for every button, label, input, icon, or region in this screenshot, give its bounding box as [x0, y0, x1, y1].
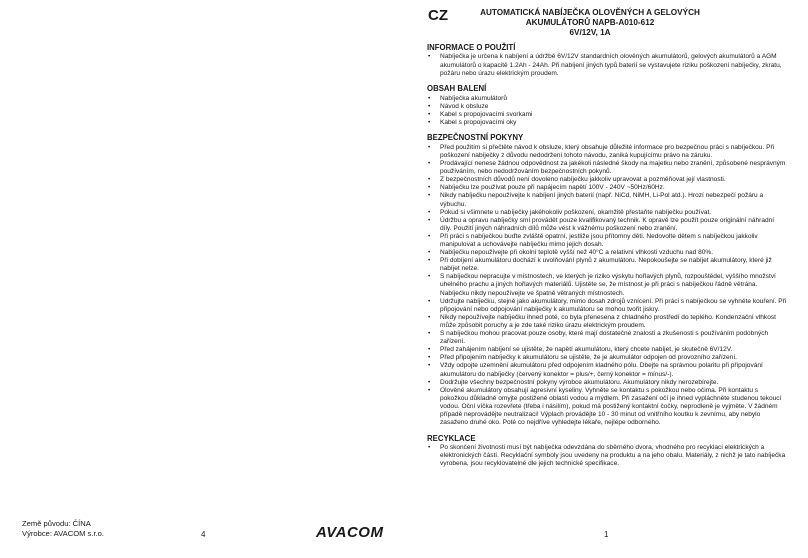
list-item: • Po skončení životnosti musí být nabíječka odevzdána do sběrného dvora, vhodného pro recyklaci elektrických a elektronických částí. Recyklační symboly jsou uvedeny na produktu a na jeho obalu. Materiály, z nichž je tato nabíječka vyrobena, jsou recyklovatelné dle jejich technické specifikace.: [427, 444, 787, 468]
section: [427, 133, 787, 427]
right-page: [404, 0, 808, 558]
section: [427, 434, 787, 469]
list-item: • Nikdy nabíječku nepoužívejte k nabíjení jiných baterií (např. NiCd, NiMH, Li-Pol atd.). Hrozí nebezpečí požáru a výbuchu.: [427, 192, 787, 208]
document-content: [427, 43, 787, 475]
list-item: • Prodávající nenese žádnou odpovědnost za jakékoli následné škody na majetku nebo zranění, způsobené nesprávným používáním, nebo nedodržováním bezpečnostních pokynů.: [427, 160, 787, 176]
avacom-logo: AVACOM: [316, 524, 384, 541]
bullet-list: [427, 95, 787, 127]
list-item: • Návod k obsluze: [427, 103, 787, 111]
list-item: • Nikdy nepoužívejte nabíječku ihned poté, co byla přenesena z chladného prostředí do teplého. Kondenzační vlhkost může způsobit poruchy a je zde také riziko úrazu elektrickým proudem.: [427, 314, 787, 330]
section-heading: INFORMACE O POUŽITÍ: [427, 43, 516, 52]
list-item: • Kabel s propojovacími oky: [427, 119, 787, 127]
list-item: • Z bezpečnostních důvodů není dovoleno nabíječku jakkoliv upravovat a pozměňovat její vlastnosti.: [427, 176, 787, 184]
bullet-list: [427, 53, 787, 77]
list-item: • Při práci s nabíječkou buďte zvláště opatrní, jestliže jsou přítomny děti. Nedovolte dětem s nabíječkou jakkoliv manipulovat a uchovávejte nabíječku mimo jejich dosah.: [427, 233, 787, 249]
list-item: • Při dobíjení akumulátoru dochází k uvolňování plynů z akumulátoru. Nepokoušejte se nabíjet akumulátory, které již nabíjet nelze.: [427, 257, 787, 273]
list-item: • Dodržujte všechny bezpečnostní pokyny výrobce akumulátoru. Akumulátory nikdy nerozebírejte.: [427, 379, 787, 387]
bullet-list: [427, 144, 787, 427]
list-item: • Údržbu a opravu nabíječky smí provádět pouze kvalifikovaný technik. K opravě lze použít pouze originální náhradní díly. Použití jiných náhradních dílů může vést k vážnému poškození nebo zranění.: [427, 217, 787, 233]
section-heading: RECYKLACE: [427, 433, 476, 443]
bullet-list: [427, 444, 787, 468]
list-item: • Udržujte nabíječku, stejně jako akumulátory, mimo dosah zdrojů vznícení. Při práci s nabíječkou se vyhněte kouření. Při připojování nebo odpojování nabíječky k akumulátoru se mohou tvořit jiskry.: [427, 298, 787, 314]
list-item: • S nabíječkou mohou pracovat pouze osoby, které mají dostatečné znalosti a zkušenosti s používáním podobných zařízení.: [427, 330, 787, 346]
list-item: • Nabíječku lze používat pouze při napájecím napětí 100V - 240V ~50Hz/60Hz.: [427, 184, 787, 192]
origin-info: [22, 519, 104, 538]
title-line-2: AKUMULÁTORŮ NAPB-A010-612: [525, 18, 655, 27]
list-item: • Nabíječka je určena k nabíjení a údržbě 6V/12V standardních olověných akumulátorů, gelových akumulátorů a AGM akumulátorů o kapacitě 1.2Ah - 24Ah. Při nabíjení jiných typů baterií se vystavujete riziku poškození nabíječky, zkratu, požáru nebo úrazu elektrickým proudem.: [427, 53, 787, 77]
list-item: • S nabíječkou nepracujte v místnostech, ve kterých je riziko výskytu hořlavých plynů, rozpouštědel, vyššího množství uhelného prachu a jiných hořlavých materiálů. Ujistěte se, že místnost je při práci s nabíječkou řádně větrána. Nabíječku nikdy nepoužívejte ve špatně větraných místnostech.: [427, 273, 787, 297]
list-item: • Před použitím si přečtěte návod k obsluze, který obsahuje důležité informace pro bezpečnou práci s nabíječkou. Při poškození nabíječky z důvodu nedodržení tohoto návodu, zaniká kupujícímu právo na záruku.: [427, 144, 787, 160]
page-number-left: 4: [201, 530, 206, 539]
title-line-1: AUTOMATICKÁ NABÍJEČKA OLOVĚNÝCH A GELOVÝCH: [480, 8, 700, 17]
list-item: • Olověné akumulátory obsahují agresivní kyseliny. Vyhněte se kontaktu s pokožkou nebo očima. Při kontaktu s pokožkou důkladně omyjte postižené oblasti vodou a mýdlem. Při zasažení očí je ihned vypláchněte studenou tekoucí vodou. Oční víčka rozevřete (třeba i násilím), pokud má postižený kontaktní čočky, neprodleně je vyjměte. V žádném případě neprovádějte neutralizaci! Výplach provádějte 10 - 30 minut od vnitřního koutku k zevnímu, aby nebylo zasaženo druhé oko. Poté co nejdříve vyhledejte lékaře, nejlépe odborného.: [427, 387, 787, 427]
title-line-3: 6V/12V, 1A: [569, 28, 611, 37]
origin-country: Země původu: ČÍNA: [22, 519, 91, 528]
list-item: • Pokud si všimnete u nabíječky jakéhokoliv poškození, okamžitě přestaňte nabíječku používat.: [427, 209, 787, 217]
section: [427, 43, 787, 78]
section: [427, 84, 787, 127]
section-heading: BEZPEČNOSTNÍ POKYNY: [427, 133, 524, 143]
list-item: • Před zahájením nabíjení se ujistěte, že napětí akumulátoru, který chcete nabíjet, je skutečně 6V/12V.: [427, 346, 787, 354]
list-item: • Kabel s propojovacími svorkami: [427, 111, 787, 119]
list-item: • Vždy odpojte uzemnění akumulátoru před odpojením kladného pólu. Dbejte na správnou polaritu při připojování akumulátoru do nabíječky (červený konektor = plus/+, černý konektor = mínus/-).: [427, 362, 787, 378]
manufacturer: Výrobce: AVACOM s.r.o.: [22, 528, 105, 538]
document-title: [470, 8, 710, 38]
list-item: • Před připojením nabíječky k akumulátoru se ujistěte, že je akumulátor odpojen od provozního zařízení.: [427, 354, 787, 362]
page-number-right: 1: [604, 530, 609, 539]
list-item: • Nabíječka akumulátorů: [427, 95, 787, 103]
language-code: CZ: [428, 7, 448, 24]
section-heading: OBSAH BALENÍ: [427, 84, 487, 94]
list-item: • Nabíječku nepoužívejte při okolní teplotě vyšší než 40°C a relativní vlhkosti vzduchu nad 80%.: [427, 249, 787, 257]
